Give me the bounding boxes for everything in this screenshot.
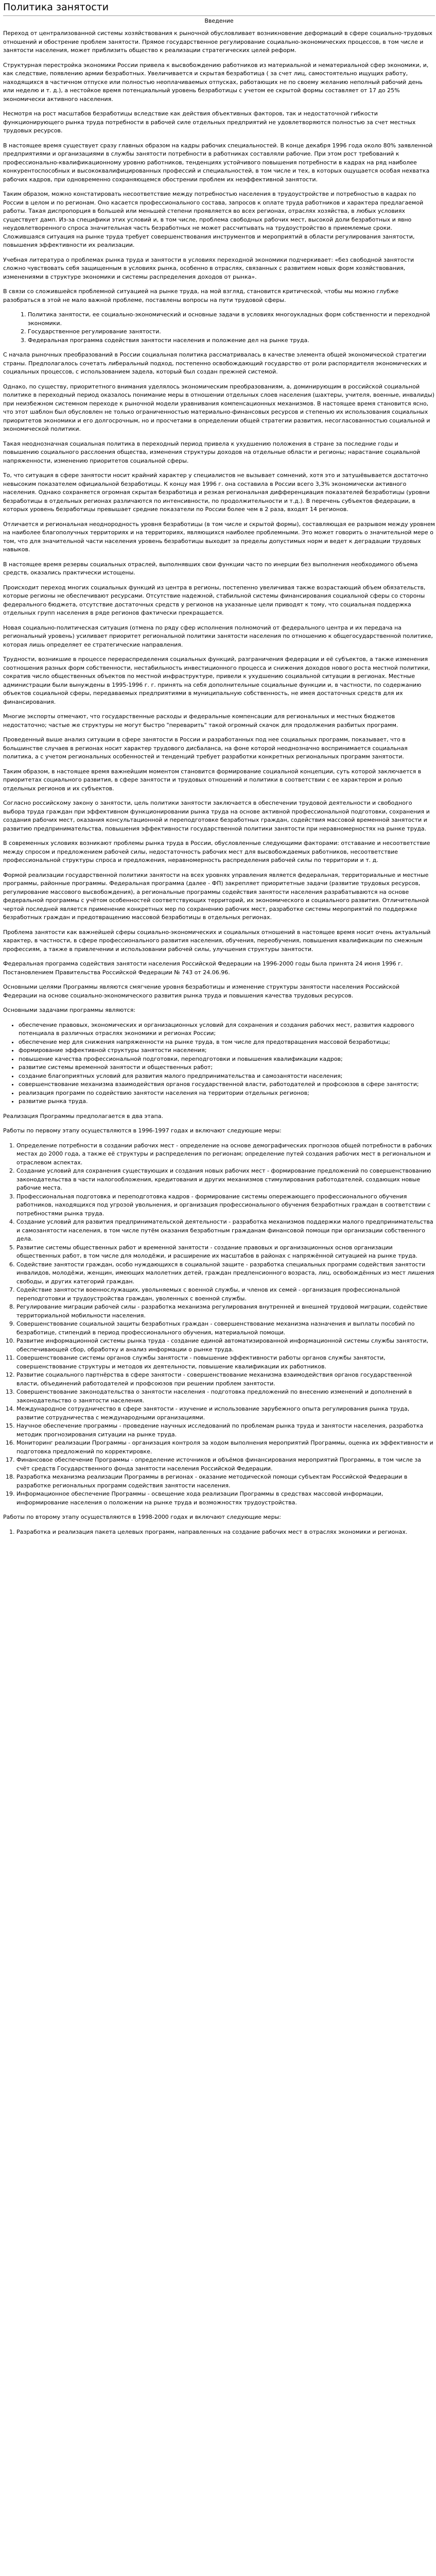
list-item: 10. Развитие информационной системы рынка труда - создание единой автоматизированной информационной системы службы занятости, обеспечивающей сбор, обработку и анализ информации о рынке труда. (16, 1337, 435, 1354)
list-item: 1. Разработка и реализация пакета целевых программ, направленных на создание рабочих мест в отраслях экономики и регионах. (16, 1528, 435, 1537)
program-tasks-list (3, 1021, 435, 1106)
list-item: 16. Мониторинг реализации Программы - организация контроля за ходом выполнения мероприятий Программы, оценка их эффективности и подготовка предложений по корректировке. (16, 1439, 435, 1456)
list-item: 8. Регулирование миграции рабочей силы - разработка механизма регулирования внутренней и внешней трудовой миграции, содействие территориальной мобильности населения. (16, 1303, 435, 1320)
list-item: • создание благоприятных условий для развития малого предпринимательства и самозанятости населения; (19, 1072, 435, 1081)
list-item: • обеспечение мер для снижения напряженности на рынке труда, в том числе для предотвращения массовой безработицы; (19, 1038, 435, 1047)
paragraph: В связи со сложившейся проблемной ситуацией на рынке труда, на мой взгляд, становится критической, чтобы мы можно глубже разобраться в этой не мало важной проблеме, поставлены вопросы на пути трудовой сферы. (3, 288, 399, 303)
list-item: • обеспечение правовых, экономических и организационных условий для сохранения и создания рабочих мест, развития кадрового потенциала в различных отраслях экономики и регионах России; (19, 1021, 435, 1038)
list-item: 15. Научное обеспечение программы - проведение научных исследований по проблемам рынка труда и занятости населения, разработка методик прогнозирования ситуации на рынке труда. (16, 1422, 435, 1439)
paragraph: Таким образом, можно констатировать несоответствие между потребностью населения в трудоустройстве и потребностью в кадрах по России в целом и по регионам. Оно касается профессионального состава, запросов к оплате труда работников и характера предлагаемой работы. Такая диспропорция в большей или меньшей степени проявляется во всех регионах, отраслях хозяйства, в любых условиях существует дамп. Из-за специфики этих условий и, в том числе, проблема свободных рабочих мест, высокой доли безработных и явно неудовлетворенного спроса значительная часть безработных не может рассчитывать на трудоустройство в приемлемые сроки. Сложившаяся ситуация на рынке труда требует совершенствования инструментов и мероприятий в области регулирования занятости, повышения эффективности их реализации. (3, 191, 424, 249)
paragraph: Учебная литература о проблемах рынка труда и занятости в условиях переходной экономики подчеркивает: «без свободной занятости сложно чувствовать себя защищенным в условиях рынка, особенно в отраслях, связанных с развитием новых форм хозяйствования, изменениями в структуре экономики и системы распределения доходов от рынка». (3, 256, 414, 280)
paragraph: Структурная перестройка экономики России привела к высвобождению работников из материальной и нематериальной сфер экономики, и, как следствие, появлению армии безработных. Увеличивается и скрытая безработица ( за счет лиц, самостоятельно ищущих работу, находящихся в частичном отпуске или полностью неоплачиваемых отпусках, работающих не по своему желанию неполный рабочий день или неделю и т. д.), а нестойкое время потенциальный уровень безработицы с учетом ее скрытой формы составляет от 17 до 25% экономически активного населения. (3, 61, 429, 103)
list-item: • повышение качества профессиональной подготовки, переподготовки и повышения квалификации кадров; (19, 1055, 435, 1064)
paragraph: Основными целями Программы являются смягчение уровня безработицы и изменение структуры занятости населения Российской Федерации на основе социально-экономического развития рынка труда и повышения качества трудовых ресурсов. (3, 984, 400, 999)
list-item: 5. Развитие системы общественных работ и временной занятости - создание правовых и организационных основ организации общественных работ, в том числе для молодёжи, и расширение их масштабов в районах с напряжённой ситуацией на рынке труда. (16, 1244, 435, 1261)
list-item: • развитие системы временной занятости и общественных работ; (19, 1063, 435, 1072)
list-item: • развитие рынка труда. (19, 1097, 435, 1106)
paragraph: Однако, по существу, приоритетного внимания уделялось экономическим преобразованиям, а, доминирующим в российской социальной политике в переходный период оказалось понимание меры в отношении отдельных слоев населения (шахтеры, учителя, военные, инвалиды) при неизбежном системном переходе к рыночной модели уравнивания компенсационных механизмов. В настоящее время становится ясно, что этот шаблон был обусловлен не только ограниченностью материально-финансовых ресурсов и степенью их использования социальных приоритетов экономики и его долгосрочным, но и просчетами в определении общей стратегии развития, несогласованностью социальной и экономической политики. (3, 383, 435, 433)
stage2-intro: Работы по второму этапу осуществляются в 1998-2000 годах и включают следующие меры: (3, 1514, 281, 1521)
stages-intro: Реализация Программы предполагается в два этапа. (3, 1112, 163, 1120)
paragraph: Несмотря на рост масштабов безработицы вследствие как действия объективных факторов, так и недостаточной гибкости функционирующего рынка труда потребности в рабочей силе отдельных предприятий не удовлетворяются полностью за счет местных трудовых ресурсов. (3, 110, 416, 134)
list-item: 3. Профессиональная подготовка и переподготовка кадров - формирование системы опережающего профессионального обучения работников, находящихся под угрозой увольнения, и организация профессионального обучения безработных граждан в соответствии с потребностями рынка труда. (16, 1193, 435, 1218)
paragraph: Федеральная программа содействия занятости населения Российской Федерации на 1996-2000 годы была принята 24 июня 1996 г. Постановлением Правительства Российской Федерации № 743 от 24.06.96. (3, 960, 403, 976)
paragraph: Таким образом, в настоящее время важнейшим моментом становится формирование социальной концепции, суть которой заключается в приоритетах социального развития, в сфере занятости и трудовых отношений и политики в соответствии с ее характером и ролью отдельных регионов и их субъектов. (3, 768, 422, 792)
list-item: 3. Федеральная программа содействия занятости населения и положение дел на рынке труда. (28, 336, 435, 345)
list-item: 7. Содействие занятости военнослужащих, увольняемых с военной службы, и членов их семей - организация профессиональной переподготовки и трудоустройства граждан, уволенных с военной службы. (16, 1286, 435, 1303)
list-item: 19. Информационное обеспечение Программы - освещение хода реализации Программы в средствах массовой информации, информирование населения о положении на рынке труда и возможностях трудоустройства. (16, 1490, 435, 1507)
list-item: 17. Финансовое обеспечение Программы - определение источников и объёмов финансирования мероприятий Программы, в том числе за счёт средств Государственного фонда занятости населения Российской Федерации. (16, 1456, 435, 1473)
list-item: 6. Содействие занятости граждан, особо нуждающихся в социальной защите - разработка специальных программ содействия занятости инвалидов, молодёжи, женщин, имеющих малолетних детей, граждан предпенсионного возраста, лиц, освобождённых из мест лишения свободы, и других категорий граждан. (16, 1261, 435, 1286)
stage1-intro: Работы по первому этапу осуществляются в 1996-1997 годах и включают следующие меры: (3, 1127, 282, 1134)
list-item: 18. Разработка механизма реализации Программы в регионах - оказание методической помощи субъектам Российской Федерации в разработке региональных программ содействия занятости населения. (16, 1473, 435, 1490)
list-item: 4. Создание условий для развития предпринимательской деятельности - разработка механизмов поддержки малого предпринимательства и самозанятости населения, в том числе путём оказания безработным гражданам финансовой помощи при организации собственного дела. (16, 1218, 435, 1244)
paragraph: Согласно российскому закону о занятости, цель политики занятости заключается в обеспечении трудовой деятельности и свободного выбора труда граждан при эффективном функционировании рынка труда на основе активной профессиональной подготовки, сохранения и создания рабочих мест, оказания консультационной и переподготовке безработных граждан, содействия массовой временной занятости и развитию предпринимательства, повышения эффективности государственной политики занятости при неравномерностях на рынке труда. (3, 800, 430, 832)
paragraph: Происходит переход многих социальных функций из центра в регионы, постепенно увеличивая также возрастающий объем обязательств, которые регионы не обеспечивают ресурсами. Отсутствие надежной, стабильной системы финансирования социальной сферы со стороны федерального бюджета, отсутствие достаточных средств у регионов на указанные цели приводят к тому, что социальная поддержка отдельных групп населения в ряде регионов фактически прекращается. (3, 584, 426, 617)
list-item: • совершенствование механизма взаимодействия органов государственной власти, работодателей и профсоюзов в сфере занятости; (19, 1080, 435, 1089)
paragraph: С начала рыночных преобразований в России социальная политика рассматривалась в качестве элемента общей экономической стратегии страны. Предполагалось сочетать либеральный подход, постепенно освобождающий государство от роли распорядителя экономических и социальных процессов, с использованием задела, который был создан прежней системой. (3, 351, 427, 376)
paragraph: Многие экспорты отмечают, что государственные расходы и федеральные компенсации для региональных и местных бюджетов недостаточно; частые же структуры не могут быстро "переварить" такой огромный скачок для продолжения разбитых программ. (3, 713, 398, 728)
stage2-list (3, 1528, 435, 1537)
paragraph: Проведенный выше анализ ситуации в сфере занятости в России и разработанных под нее социальных программ, показывает, что в большинстве случаев в регионах носит характер трудового дисбаланса, на фоне которой неоднозначно воспринимается социальная политика, а с учетом региональных особенностей и тенденций требует разработки конкретных региональных программ занятости. (3, 736, 408, 760)
list-item: 1. Определение потребности в создании рабочих мест - определение на основе демографических прогнозов общей потребности в рабочих местах до 2000 года, а также её структуры и распределения по регионам; определение путей создания рабочих мест в региональном и отраслевом аспектах. (16, 1142, 435, 1167)
page-title: Политика занятости (3, 1, 435, 16)
paragraph: То, что ситуация в сфере занятости носит крайний характер у специалистов не вызывает сомнений, хотя это и затушёвывается достаточно невысоким показателем официальной безработицы. К концу мая 1996 г. она составила в России всего 3,3% экономически активного населения. Однако сохраняется огромная скрытая безработица и резкая региональная дифференциация показателей безработицы (уровни безработицы в отдельных регионах различаются по интенсивности, по продолжительности и т.д.). В перечень субъектов федерации, в которых уровень безработицы превышает средние показатели по России более чем в 2 раза, входят 14 регионов. (3, 472, 430, 513)
tasks-list (3, 311, 435, 345)
list-item: • реализация программ по содействию занятости населения на территории отдельных регионов; (19, 1089, 435, 1098)
paragraph: Проблема занятости как важнейшей сферы социально-экономических и социальных отношений в настоящее время носит очень актуальный характер, в частности, в сфере профессионального развития населения, обучения, переобучения, повышения квалификации по смежным профессиям, а также в привлечении и использовании рабочей силы, улучшения структуры занятости. (3, 928, 431, 953)
list-item: 1. Политика занятости, ее социально-экономический и основные задачи в условиях многоукладных форм собственности и переходной экономики. (28, 311, 435, 328)
list-item: 2. Государственное регулирование занятости. (28, 328, 435, 336)
paragraph: Отличается и региональная неоднородность уровня безработицы (в том числе и скрытой формы), составляющая ее разрывом между уровнем на наиболее благополучных территориях и на территориях, являющихся наиболее проблемными. Это может говорить о значительной мере о том, что для значительной части населения уровень безработицы выходит за пределы допустимых норм и ведет к деградации трудовых навыков. (3, 520, 435, 553)
list-item: 12. Развитие социального партнёрства в сфере занятости - совершенствование механизма взаимодействия органов государственной власти, объединений работодателей и профсоюзов при решении проблем занятости. (16, 1371, 435, 1388)
list-item: 14. Международное сотрудничество в сфере занятости - изучение и использование зарубежного опыта регулирования рынка труда, развитие сотрудничества с международными организациями. (16, 1405, 435, 1422)
paragraph: В настоящее время резервы социальных отраслей, выполнявших свои функции часто по инерции без выполнения необходимого объема средств, оказались практически истощены. (3, 561, 418, 577)
paragraph: Новая социально-политическая ситуация (отмена по ряду сфер исполнения полномочий от федерального центра и их передача на региональный уровень) усиливает приоритет региональной политики занятости населения по отношению к общегосударственной политике, которая лишь определяет ее стратегические направления. (3, 624, 433, 648)
body-section-2 (3, 839, 435, 1015)
paragraph: В настоящее время существует сразу главных образом на кадры рабочих специальностей. В конце декабря 1996 года около 80% заявленной предприятиями и организациями в службы занятости потребности в работниках составляли рабочие. При этом рост требований к профессионально-квалификационному уровню работников, тенденциях устойчивого повышения потребности в кадрах на ряд наиболее конкурентоспособных и высококвалифицированных профессий и специальностей, в том числе и тех, в которых ощущается особая нехватка рабочих кадров, при одновременно сохраняющемся обострении проблем их неэффективной занятости. (3, 142, 433, 183)
section-subtitle: Введение (204, 17, 234, 24)
paragraph: Трудности, возникшие в процессе перераспределения социальных функций, разграничения федерации и её субъектов, а также изменения соотношения разных форм собственности, нестабильность инвестиционного процесса и снижения доходов нового роста местной политики, сократив число общественных объектов по местной инфраструктуре, привели к ухудшению социальной ситуации в регионах. Местные администрации были вынуждены в 1995-1996 г. г. принять на себя дополнительные социальные функции и, в частности, по содержанию объектов социальной сферы, передаваемых предприятиями в муниципальную собственность, не имея достаточных средств для их финансирования. (3, 656, 430, 705)
intro-section (3, 29, 435, 304)
paragraph: Основными задачами программы являются: (3, 1007, 136, 1014)
list-item: 13. Совершенствование законодательства о занятости населения - подготовка предложений по внесению изменений и дополнений в законодательство о занятости населения. (16, 1388, 435, 1405)
list-item: • формирование эффективной структуры занятости населения; (19, 1046, 435, 1055)
list-item: 2. Создание условий для сохранения существующих и создания новых рабочих мест - формирование предложений по совершенствованию законодательства в части налогообложения, кредитования и других механизмов стимулирования работодателей, создающих новые рабочие места. (16, 1167, 435, 1193)
paragraph: Формой реализации государственной политики занятости на всех уровнях управления является федеральная, территориальные и местные программы, районные программы. Федеральная программа (далее - ФП) закрепляет приоритетные задачи (развитие трудовых ресурсов, регулирование массового высвобождения), а региональные программы содействия занятости населения разрабатываются на основе федеральной программы с учётом особенностей соответствующих территорий, их экономического и социального развития. Отличительной чертой последней является применение конкретных мер по сохранению рабочих мест, разработке системы мероприятий по поддержке безработных граждан и предотвращению массовой безработицы в отдельных регионах. (3, 871, 429, 921)
page (0, 1, 435, 1547)
paragraph: Такая неоднозначная социальная политика в переходный период привела к ухудшению положения в стране за последние годы и повышению социального расслоения общества, изменения структуры доходов на отдельные области и регионы; нарастание социальной напряженности, изменению приоритетов социальной сферы. (3, 440, 421, 464)
stage1-list (3, 1142, 435, 1507)
list-item: 9. Совершенствование социальной защиты безработных граждан - совершенствование механизма назначения и выплаты пособий по безработице, стипендий в период профессионального обучения, материальной помощи. (16, 1320, 435, 1337)
list-item: 11. Совершенствование системы органов службы занятости - повышение эффективности работы органов службы занятости, совершенствование структуры и методов их деятельности, повышение квалификации их работников. (16, 1354, 435, 1371)
paragraph: В современных условиях возникают проблемы рынка труда в России, обусловленные следующими факторами: отставание и несоответствие между спросом и предложением рабочей силы, недостаточность рабочих мест для высвобождаемых работников, несоответствие профессиональной структуры спроса и предложения, неравномерность распределения рабочей силы по территории и т. д. (3, 840, 430, 864)
paragraph: Переход от централизованной системы хозяйствования к рыночной обусловливает возникновение деформаций в сфере социально-трудовых отношений и обострение проблем занятости. Прямое государственное регулирование социально-экономических процессов, в том числе и занятости населения, может приблизить общество к реализации стратегических целей реформ. (3, 30, 432, 54)
body-section (3, 351, 435, 833)
